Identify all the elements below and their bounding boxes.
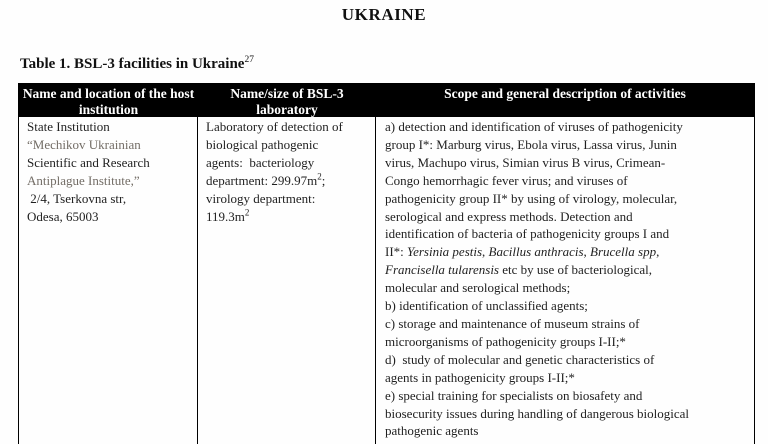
header-cell-laboratory: Name/size of BSL-3 laboratory [230, 86, 344, 117]
header-cell-scope: Scope and general description of activities [444, 86, 686, 101]
cell-laboratory: Laboratory of detection of biological pathogenic agents: bacteriology department: $299.97m^2$; virology department: $119.3m^2$ [198, 117, 376, 444]
footnote-ref: 27 [244, 55, 254, 65]
bsl3-facilities-table [18, 83, 755, 444]
cell-scope: a) detection and identification of viruses of pathogenicity group I*: Marburg virus, Ebola virus, Lassa virus, Junin virus, Machupo virus, Simian virus B virus, Crimean- Congo hemorrhagic fever virus; and viruses of pathogenicity group II* by using of virology, molecular, serological and express methods. Detection and identification of bacteria of pathogenicity groups I and II*: Yersinia pestis, Bacillus anthracis, Brucella spp, Francisella tularensis etc by use of bacteriological, molecular and serological methods; b) identification of unclassified agents; c) storage and maintenance of museum strains of microorganisms of pathogenicity groups I-II;* d) study of molecular and genetic characteristics of agents in pathogenicity groups I-II;* e) special training for specialists on biosafety and biosecurity issues during handling of dangerous biological pathogenic agents [385, 119, 690, 439]
cell-institution: State Institution “Mechikov Ukrainian Scientific and Research Antiplague Institute,” 2/4, Tserkovna str, Odesa, 65003 [19, 117, 198, 444]
header-cell-institution: Name and location of the host institution [22, 86, 195, 117]
table-caption [20, 56, 254, 73]
table-caption-text: Table 1. BSL-3 facilities in Ukraine [20, 56, 245, 72]
page-title: UKRAINE [341, 5, 427, 24]
table-header-row [18, 83, 755, 117]
table-body-row [18, 117, 755, 444]
